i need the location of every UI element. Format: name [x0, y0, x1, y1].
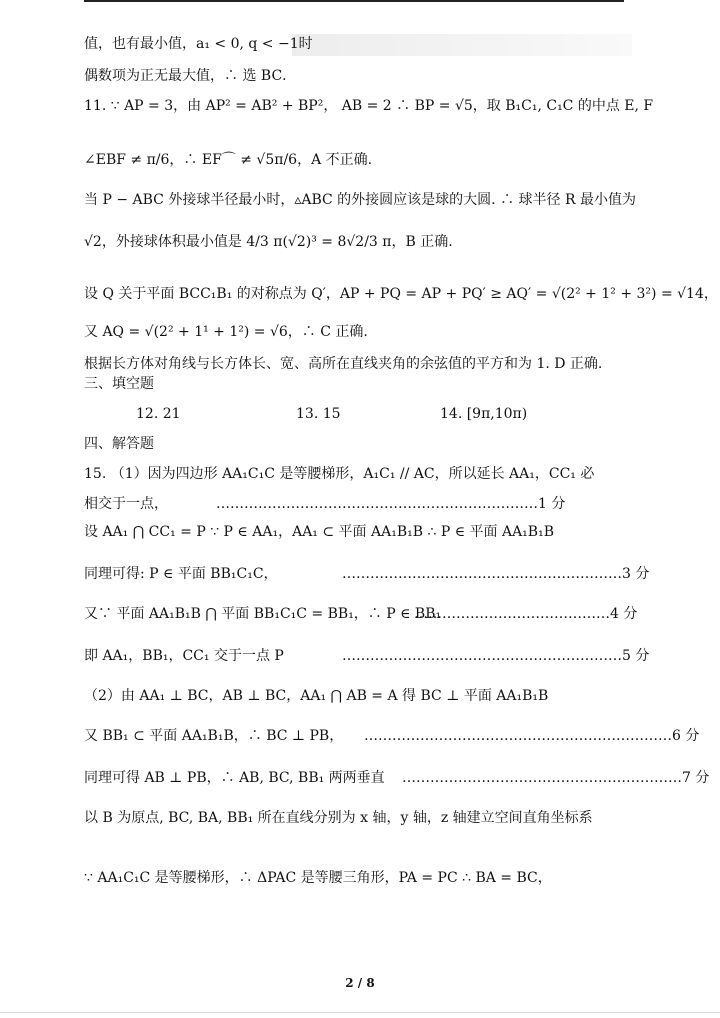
- text-line-2: 偶数项为正无最大值，∴ 选 BC．: [84, 68, 297, 84]
- text-line-7: 设 Q 关于平面 BCC₁B₁ 的对称点为 Q′，AP + PQ = AP + PQ′ ≥ AQ′ = √(2² + 1² + 3²) = √14，: [84, 286, 718, 302]
- score-leader-6: …………………………………………………………6 分: [364, 728, 700, 744]
- redaction-blur: [292, 34, 632, 56]
- text-line-21: 以 B 为原点, BC, BA, BB₁ 所在直线分别为 x 轴，y 轴，z 轴建立空间直角坐标系: [84, 810, 593, 826]
- score-leader-7: ……………………………………………………7 分: [402, 770, 710, 786]
- section-heading-fill: 三、填空题: [84, 376, 154, 392]
- text-line-1: 值，也有最小值，a₁ < 0, q < −1时: [84, 36, 313, 52]
- section-heading-solve: 四、解答题: [84, 436, 154, 452]
- text-line-13: 相交于一点，: [84, 496, 168, 512]
- fill-answer-14: 14. [9π,10π): [440, 406, 528, 422]
- bottom-rule: [0, 1012, 720, 1013]
- page-number: 2 / 8: [345, 976, 375, 990]
- text-line-14: 设 AA₁ ⋂ CC₁ = P ∵ P ∈ AA₁，AA₁ ⊂ 平面 AA₁B₁B ∴ P ∈ 平面 AA₁B₁B: [84, 524, 554, 540]
- text-line-16: 又∵ 平面 AA₁B₁B ⋂ 平面 BB₁C₁C = BB₁，∴ P ∈ BB₁: [84, 606, 442, 622]
- top-rule: [84, 0, 624, 2]
- text-line-12: 15. （1）因为四边形 AA₁C₁C 是等腰梯形，A₁C₁ // AC，所以延长 AA₁，CC₁ 必: [84, 466, 595, 482]
- fill-answer-13: 13. 15: [296, 406, 341, 422]
- score-leader-1: ……………………………………………………………1 分: [216, 496, 566, 512]
- text-line-3: 11. ∵ AP = 3，由 AP² = AB² + BP²， AB = 2 ∴ BP = √5，取 B₁C₁, C₁C 的中点 E, F: [84, 98, 654, 114]
- text-line-15: 同理可得: P ∈ 平面 BB₁C₁C，: [84, 566, 278, 582]
- text-line-22: ∵ AA₁C₁C 是等腰梯形，∴ ΔPAC 是等腰三角形，PA = PC ∴ BA = BC，: [84, 870, 552, 886]
- text-line-9: 根据长方体对角线与长方体长、宽、高所在直线夹角的余弦值的平方和为 1. D 正确.: [84, 356, 603, 372]
- text-line-20: 同理可得 AB ⊥ PB，∴ AB, BC, BB₁ 两两垂直: [84, 770, 385, 786]
- score-leader-3: ……………………………………………………3 分: [342, 566, 650, 582]
- text-line-18: （2）由 AA₁ ⊥ BC，AB ⊥ BC，AA₁ ⋂ AB = A 得 BC ⊥ 平面 AA₁B₁B: [84, 688, 549, 704]
- text-line-6: √2，外接球体积最小值是 4/3 π(√2)³ = 8√2/3 π，B 正确.: [84, 234, 453, 250]
- score-leader-5: ……………………………………………………5 分: [342, 648, 650, 664]
- text-line-4: ∠EBF ≠ π/6，∴ EF⌒ ≠ √5π/6，A 不正确.: [84, 152, 373, 168]
- text-line-8: 又 AQ = √(2² + 1¹ + 1²) = √6，∴ C 正确.: [84, 324, 368, 340]
- fill-answer-12: 12. 21: [136, 406, 181, 422]
- score-leader-4: ……………………………………4 分: [414, 606, 638, 622]
- text-line-17: 即 AA₁，BB₁，CC₁ 交于一点 P: [84, 648, 284, 664]
- text-line-5: 当 P − ABC 外接球半径最小时，▵ABC 的外接圆应该是球的大圆. ∴ 球半径 R 最小值为: [84, 192, 636, 208]
- text-line-19: 又 BB₁ ⊂ 平面 AA₁B₁B，∴ BC ⊥ PB，: [84, 728, 344, 744]
